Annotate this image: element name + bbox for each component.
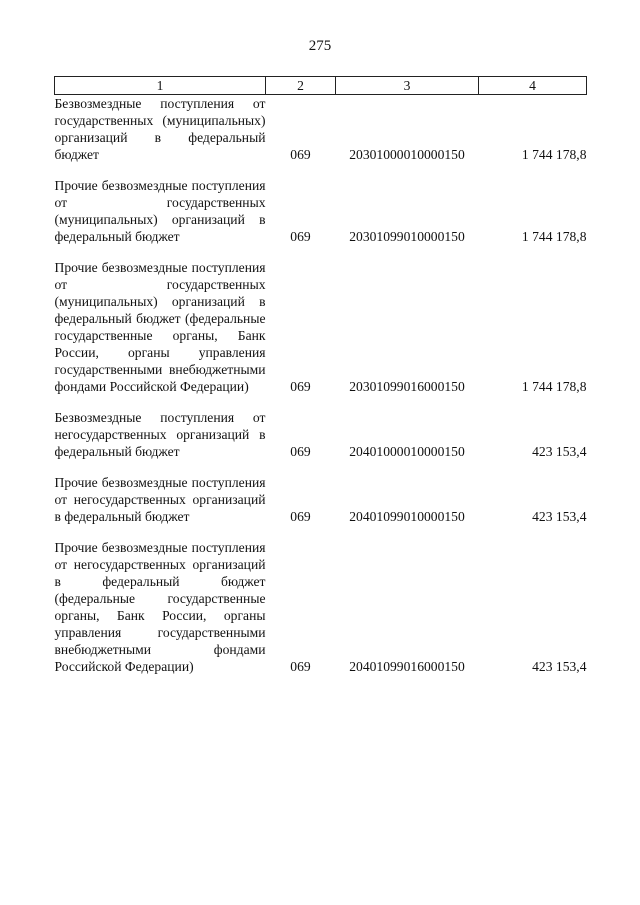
administrator-code: 069 (290, 444, 311, 459)
table-row (55, 539, 587, 689)
amount: 1 744 178,8 (521, 379, 587, 394)
table-row (55, 474, 587, 539)
revenue-name: Безвозмездные поступления от государственных (муниципальных) организаций в федеральный бюджет (54, 96, 266, 162)
budget-revenue-table (54, 76, 587, 689)
table-row (55, 259, 587, 409)
administrator-code: 069 (290, 379, 311, 394)
amount: 1 744 178,8 (521, 147, 587, 162)
revenue-name: Прочие безвозмездные поступления от государственных (муниципальных) организаций в федеральный бюджет (федеральные государственные органы, Банк России, органы управления государственными внебюджетными фондами Российской Федерации) (54, 260, 266, 394)
revenue-classification-code: 20401000010000150 (349, 444, 465, 459)
administrator-code: 069 (290, 509, 311, 524)
revenue-classification-code: 20301099016000150 (349, 379, 465, 394)
amount: 423 153,4 (532, 509, 587, 524)
header-col-3: 3 (336, 77, 479, 95)
page-number: 275 (308, 38, 332, 54)
header-col-4: 4 (479, 77, 587, 95)
table-row (55, 95, 587, 178)
administrator-code: 069 (290, 229, 311, 244)
revenue-name: Прочие безвозмездные поступления от негосударственных организаций в федеральный бюджет (федеральные государственные органы, Банк России, органы управления государственными внебюджетными фондами Российской Федерации) (54, 540, 266, 674)
table-row (55, 409, 587, 474)
revenue-classification-code: 20301099010000150 (349, 229, 465, 244)
administrator-code: 069 (290, 659, 311, 674)
revenue-name: Безвозмездные поступления от негосударственных организаций в федеральный бюджет (54, 410, 266, 459)
header-col-2: 2 (266, 77, 336, 95)
revenue-classification-code: 20301000010000150 (349, 147, 465, 162)
revenue-name: Прочие безвозмездные поступления от государственных (муниципальных) организаций в федеральный бюджет (54, 178, 266, 244)
revenue-classification-code: 20401099010000150 (349, 509, 465, 524)
revenue-classification-code: 20401099016000150 (349, 659, 465, 674)
header-col-1: 1 (55, 77, 266, 95)
administrator-code: 069 (290, 147, 311, 162)
table-header-row (55, 77, 587, 95)
amount: 423 153,4 (532, 659, 587, 674)
amount: 423 153,4 (532, 444, 587, 459)
table-row (55, 177, 587, 259)
amount: 1 744 178,8 (521, 229, 587, 244)
revenue-name: Прочие безвозмездные поступления от негосударственных организаций в федеральный бюджет (54, 475, 266, 524)
